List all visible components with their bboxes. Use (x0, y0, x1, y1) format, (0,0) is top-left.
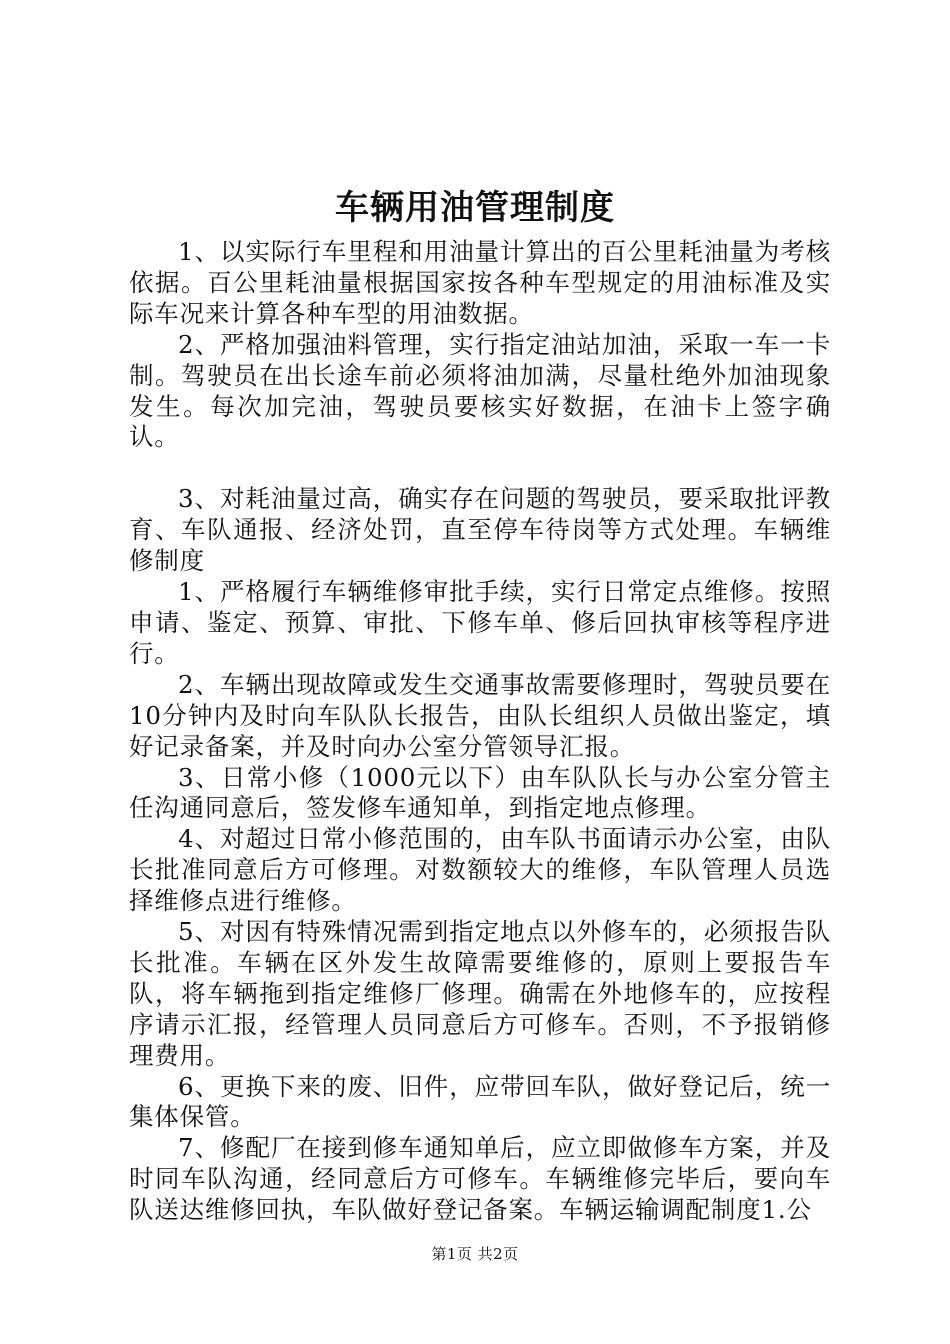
paragraph-repair-1: 1、严格履行车辆维修审批手续，实行日常定点维修。按照申请、鉴定、预算、审批、下修车单、修后回执审核等程序进行。 (129, 577, 831, 668)
paragraph-repair-6: 6、更换下来的废、旧件，应带回车队，做好登记后，统一集体保管。 (129, 1071, 831, 1132)
paragraph-fuel-3: 3、对耗油量过高，确实存在问题的驾驶员，要采取批评教育、车队通报、经济处罚，直至停车待岗等方式处理。车辆维修制度 (129, 484, 831, 576)
paragraph-repair-3: 3、日常小修（1000元以下）由车队队长与办公室分管主任沟通同意后，签发修车通知单，到指定地点修理。 (129, 762, 831, 823)
page-footer: 第1页 共2页 (431, 1245, 519, 1263)
paragraph-fuel-2: 2、严格加强油料管理，实行指定油站加油，采取一车一卡制。驾驶员在出长途车前必须将油加满，尽量杜绝外加油现象发生。每次加完油，驾驶员要核实好数据，在油卡上签字确认。 (129, 329, 831, 452)
paragraph-repair-2: 2、车辆出现故障或发生交通事故需要修理时，驾驶员要在10分钟内及时向车队队长报告，由队长组织人员做出鉴定，填好记录备案，并及时向办公室分管领导汇报。 (129, 669, 831, 761)
paragraph-repair-5: 5、对因有特殊情况需到指定地点以外修车的，必须报告队长批准。车辆在区外发生故障需要维修的，原则上要报告车队，将车辆拖到指定维修厂修理。确需在外地修车的，应按程序请示汇报，经管理人员同意后方可修车。否则，不予报销修理费用。 (129, 917, 831, 1070)
document-body (129, 237, 831, 1226)
paragraph-repair-7: 7、修配厂在接到修车通知单后，应立即做修车方案，并及时同车队沟通，经同意后方可修车。车辆维修完毕后，要向车队送达维修回执，车队做好登记备案。车辆运输调配制度1.公 (129, 1133, 831, 1225)
document-title: 车辆用油管理制度 (335, 188, 615, 228)
paragraph-repair-4: 4、对超过日常小修范围的，由车队书面请示办公室，由队长批准同意后方可修理。对数额较大的维修，车队管理人员选择维修点进行维修。 (129, 824, 831, 916)
paragraph-fuel-1: 1、以实际行车里程和用油量计算出的百公里耗油量为考核依据。百公里耗油量根据国家按各种车型规定的用油标准及实际车况来计算各种车型的用油数据。 (129, 237, 831, 328)
